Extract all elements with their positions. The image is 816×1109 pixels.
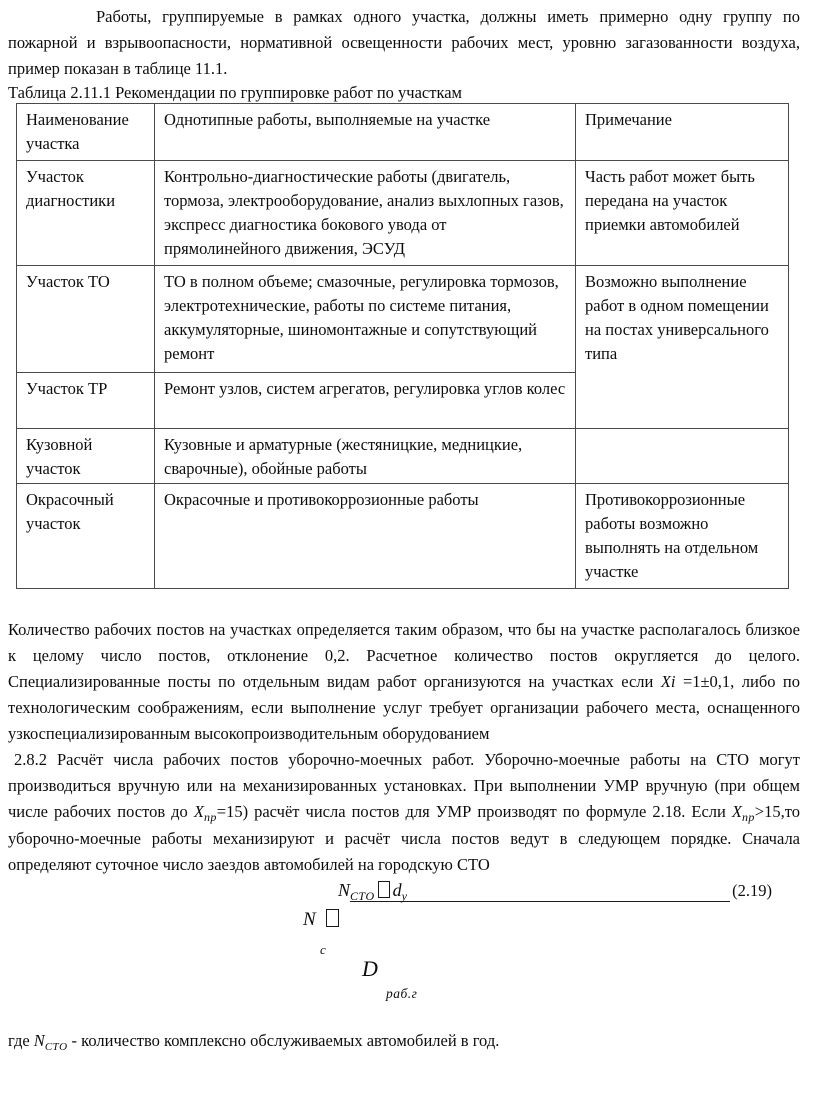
cell-note: Противокоррозионные работы возможно выполнять на отдельном участке [576,484,789,589]
variable-xpr-subscript: пр [741,810,755,824]
variable-xpr-subscript: пр [203,810,217,824]
variable-n: N [303,909,316,930]
table-row [17,266,789,373]
cell-works: ТО в полном объеме; смазочные, регулировка тормозов, электротехнические, работы по системе питания, аккумуляторные, шиномонтажные и сопутствующий ремонт [155,266,576,373]
where-lead: где [8,1031,34,1050]
variable-n-subscript: СТО [350,889,375,903]
missing-glyph-box-icon [378,881,390,898]
cell-section-name: Окрасочный участок [17,484,155,589]
cell-note-empty [576,429,789,484]
where-text: - количество комплексно обслуживаемых автомобилей в год. [67,1031,500,1050]
table-row [17,161,789,266]
cell-works: Контрольно-диагностические работы (двигатель, тормоза, электрооборудование, анализ выхлопных газов, экспресс диагностика бокового увода от прямолинейного движения, ЭСУД [155,161,576,266]
cell-section-name: Участок ТО [17,266,155,373]
variable-n: N [338,880,351,900]
table-header-row [17,104,789,161]
formula-numerator-line [338,880,772,902]
cell-note-merged: Возможно выполнение работ в одном помещении на постах универсального типа [576,266,789,429]
column-header-section-name: Наименование участка [17,104,155,161]
where-clause [8,1028,800,1056]
paragraph-text: 2.8.2 Расчёт числа рабочих постов уборочно-моечных работ. Уборочно-моечные работы на СТО могут производиться вручную или на механизированных установках. При выполнении УМР вручную (при общем числе рабочих постов до [8,750,800,821]
intro-paragraph: Работы, группируемые в рамках одного участка, должны иметь примерно одну группу по пожарной и взрывоопасности, нормативной освещенности рабочих мест, уровню загазованности воздуха, пример показан в таблице 11.1. [8,7,800,78]
table-row [17,429,789,484]
variable-n-subscript: СТО [44,1041,68,1053]
formula-underlined-group [350,880,730,902]
paragraph-text: >15,то уборочно-моечные работы механизируют и расчёт числа постов ведут в следующем порядке. Сначала определяют суточное число заездов автомобилей на городскую СТО [8,802,800,874]
variable-xi: Хi [660,672,676,691]
column-header-works: Однотипные работы, выполняемые на участке [155,104,576,161]
formula-2-19-block [8,878,800,1028]
equation-number: (2.19) [732,881,772,900]
section-2-8-2-paragraph [8,747,800,878]
cell-works: Кузовные и арматурные (жестяницкие, медницкие, сварочные), обойные работы [155,429,576,484]
paragraph-text: =1±0,1, либо по технологическим соображениям, если выполнение услуг требует организации рабочего места, оснащенного узкоспециализированным высокопроизводительным оборудованием [8,672,800,743]
variable-d-subscript: у [401,889,408,903]
table-caption: Таблица 2.11.1 Рекомендации по группировке работ по участкам [8,83,462,102]
cell-section-name: Участок диагностики [17,161,155,266]
cell-works: Окрасочные и противокоррозионные работы [155,484,576,589]
work-grouping-table [16,103,789,589]
formula-lhs-subscript: с [320,942,326,957]
missing-glyph-box-icon [326,909,339,927]
formula-denominator-subscript: раб.г [386,986,418,1001]
formula-denominator: D [362,956,378,981]
table-row [17,484,789,589]
paragraph-text: Количество рабочих постов на участках определяется таким образом, что бы на участке располагалось близкое к целому число постов, отклонение 0,2. Расчетное количество постов округляется до целого. Специализированные посты по отдельным видам работ организуются на участках если [8,620,800,691]
variable-d: d [392,880,402,900]
column-header-note: Примечание [576,104,789,161]
formula-lhs-line [303,909,342,931]
cell-section-name: Участок ТР [17,373,155,429]
variable-xpr: Х [193,802,204,821]
posts-count-paragraph [8,617,800,747]
variable-xpr: Х [731,802,742,821]
cell-section-name: Кузовной участок [17,429,155,484]
variable-n: N [33,1031,45,1050]
cell-works: Ремонт узлов, систем агрегатов, регулировка углов колес [155,373,576,429]
paragraph-text: =15) расчёт числа постов для УМР производят по формуле 2.18. Если [216,802,732,821]
cell-note: Часть работ может быть передана на участок приемки автомобилей [576,161,789,266]
